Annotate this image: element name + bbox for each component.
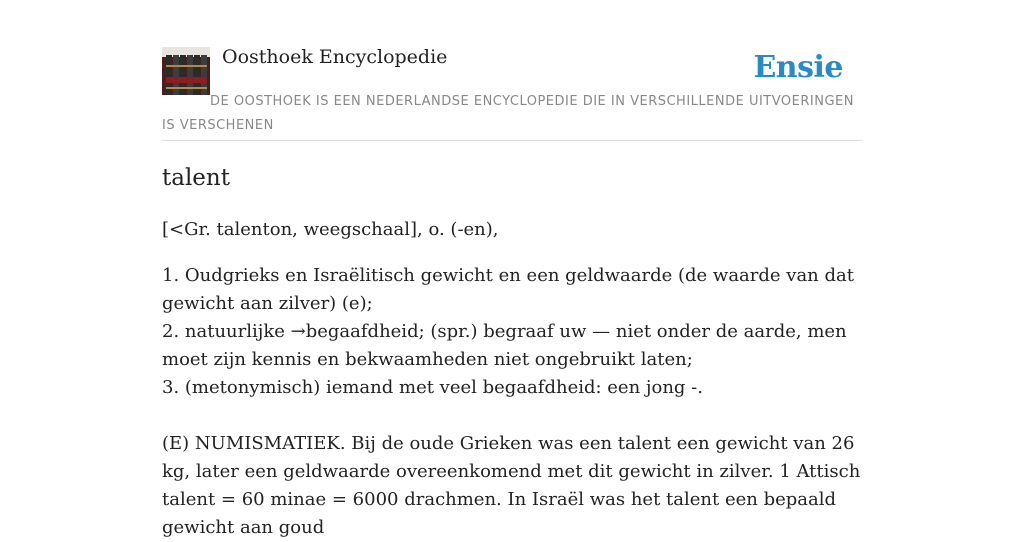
encyclopedia-books-avatar[interactable] bbox=[162, 47, 210, 95]
crossref-label: begaafdheid bbox=[305, 321, 419, 342]
definition-2-suffix: ; (spr.) begraaf uw — niet onder de aarde, men moet zijn kennis en bekwaamheden niet ongebruikt laten; bbox=[162, 321, 847, 370]
entry-content bbox=[162, 160, 872, 542]
numismatiek-paragraph: (E) NUMISMATIEK. Bij de oude Grieken was een talent een gewicht van 26 kg, later een geldwaarde overeenkomend met dit gewicht in zilver. 1 Attisch talent = 60 minae = 6000 drachmen. In Israël was het talent een bepaald gewicht aan goud bbox=[162, 433, 861, 538]
paragraph-spacer bbox=[162, 402, 872, 430]
definition-2-prefix: 2. natuurlijke bbox=[162, 321, 291, 342]
entry-definitions bbox=[162, 262, 872, 542]
definition-2 bbox=[162, 318, 872, 374]
crossref-arrow-icon: → bbox=[290, 321, 306, 342]
ensie-logo-link[interactable]: Ensie bbox=[753, 50, 843, 85]
entry-etymology: [<Gr. talenton, weegschaal], o. (-en), bbox=[162, 219, 499, 240]
site-header bbox=[162, 44, 862, 141]
begaafdheid-crossref-link[interactable] bbox=[291, 321, 419, 342]
site-tagline: DE OOSTHOEK IS EEN NEDERLANDSE ENCYCLOPEDIE DIE IN VERSCHILLENDE UITVOERINGEN IS VERSCHENEN bbox=[162, 94, 854, 133]
definition-1: 1. Oudgrieks en Israëlitisch gewicht en een geldwaarde (de waarde van dat gewicht aan zilver) (e); bbox=[162, 265, 854, 314]
site-title-link[interactable]: Oosthoek Encyclopedie bbox=[222, 46, 448, 68]
entry-title: talent bbox=[162, 165, 230, 191]
definition-3: 3. (metonymisch) iemand met veel begaafdheid: een jong -. bbox=[162, 377, 703, 398]
